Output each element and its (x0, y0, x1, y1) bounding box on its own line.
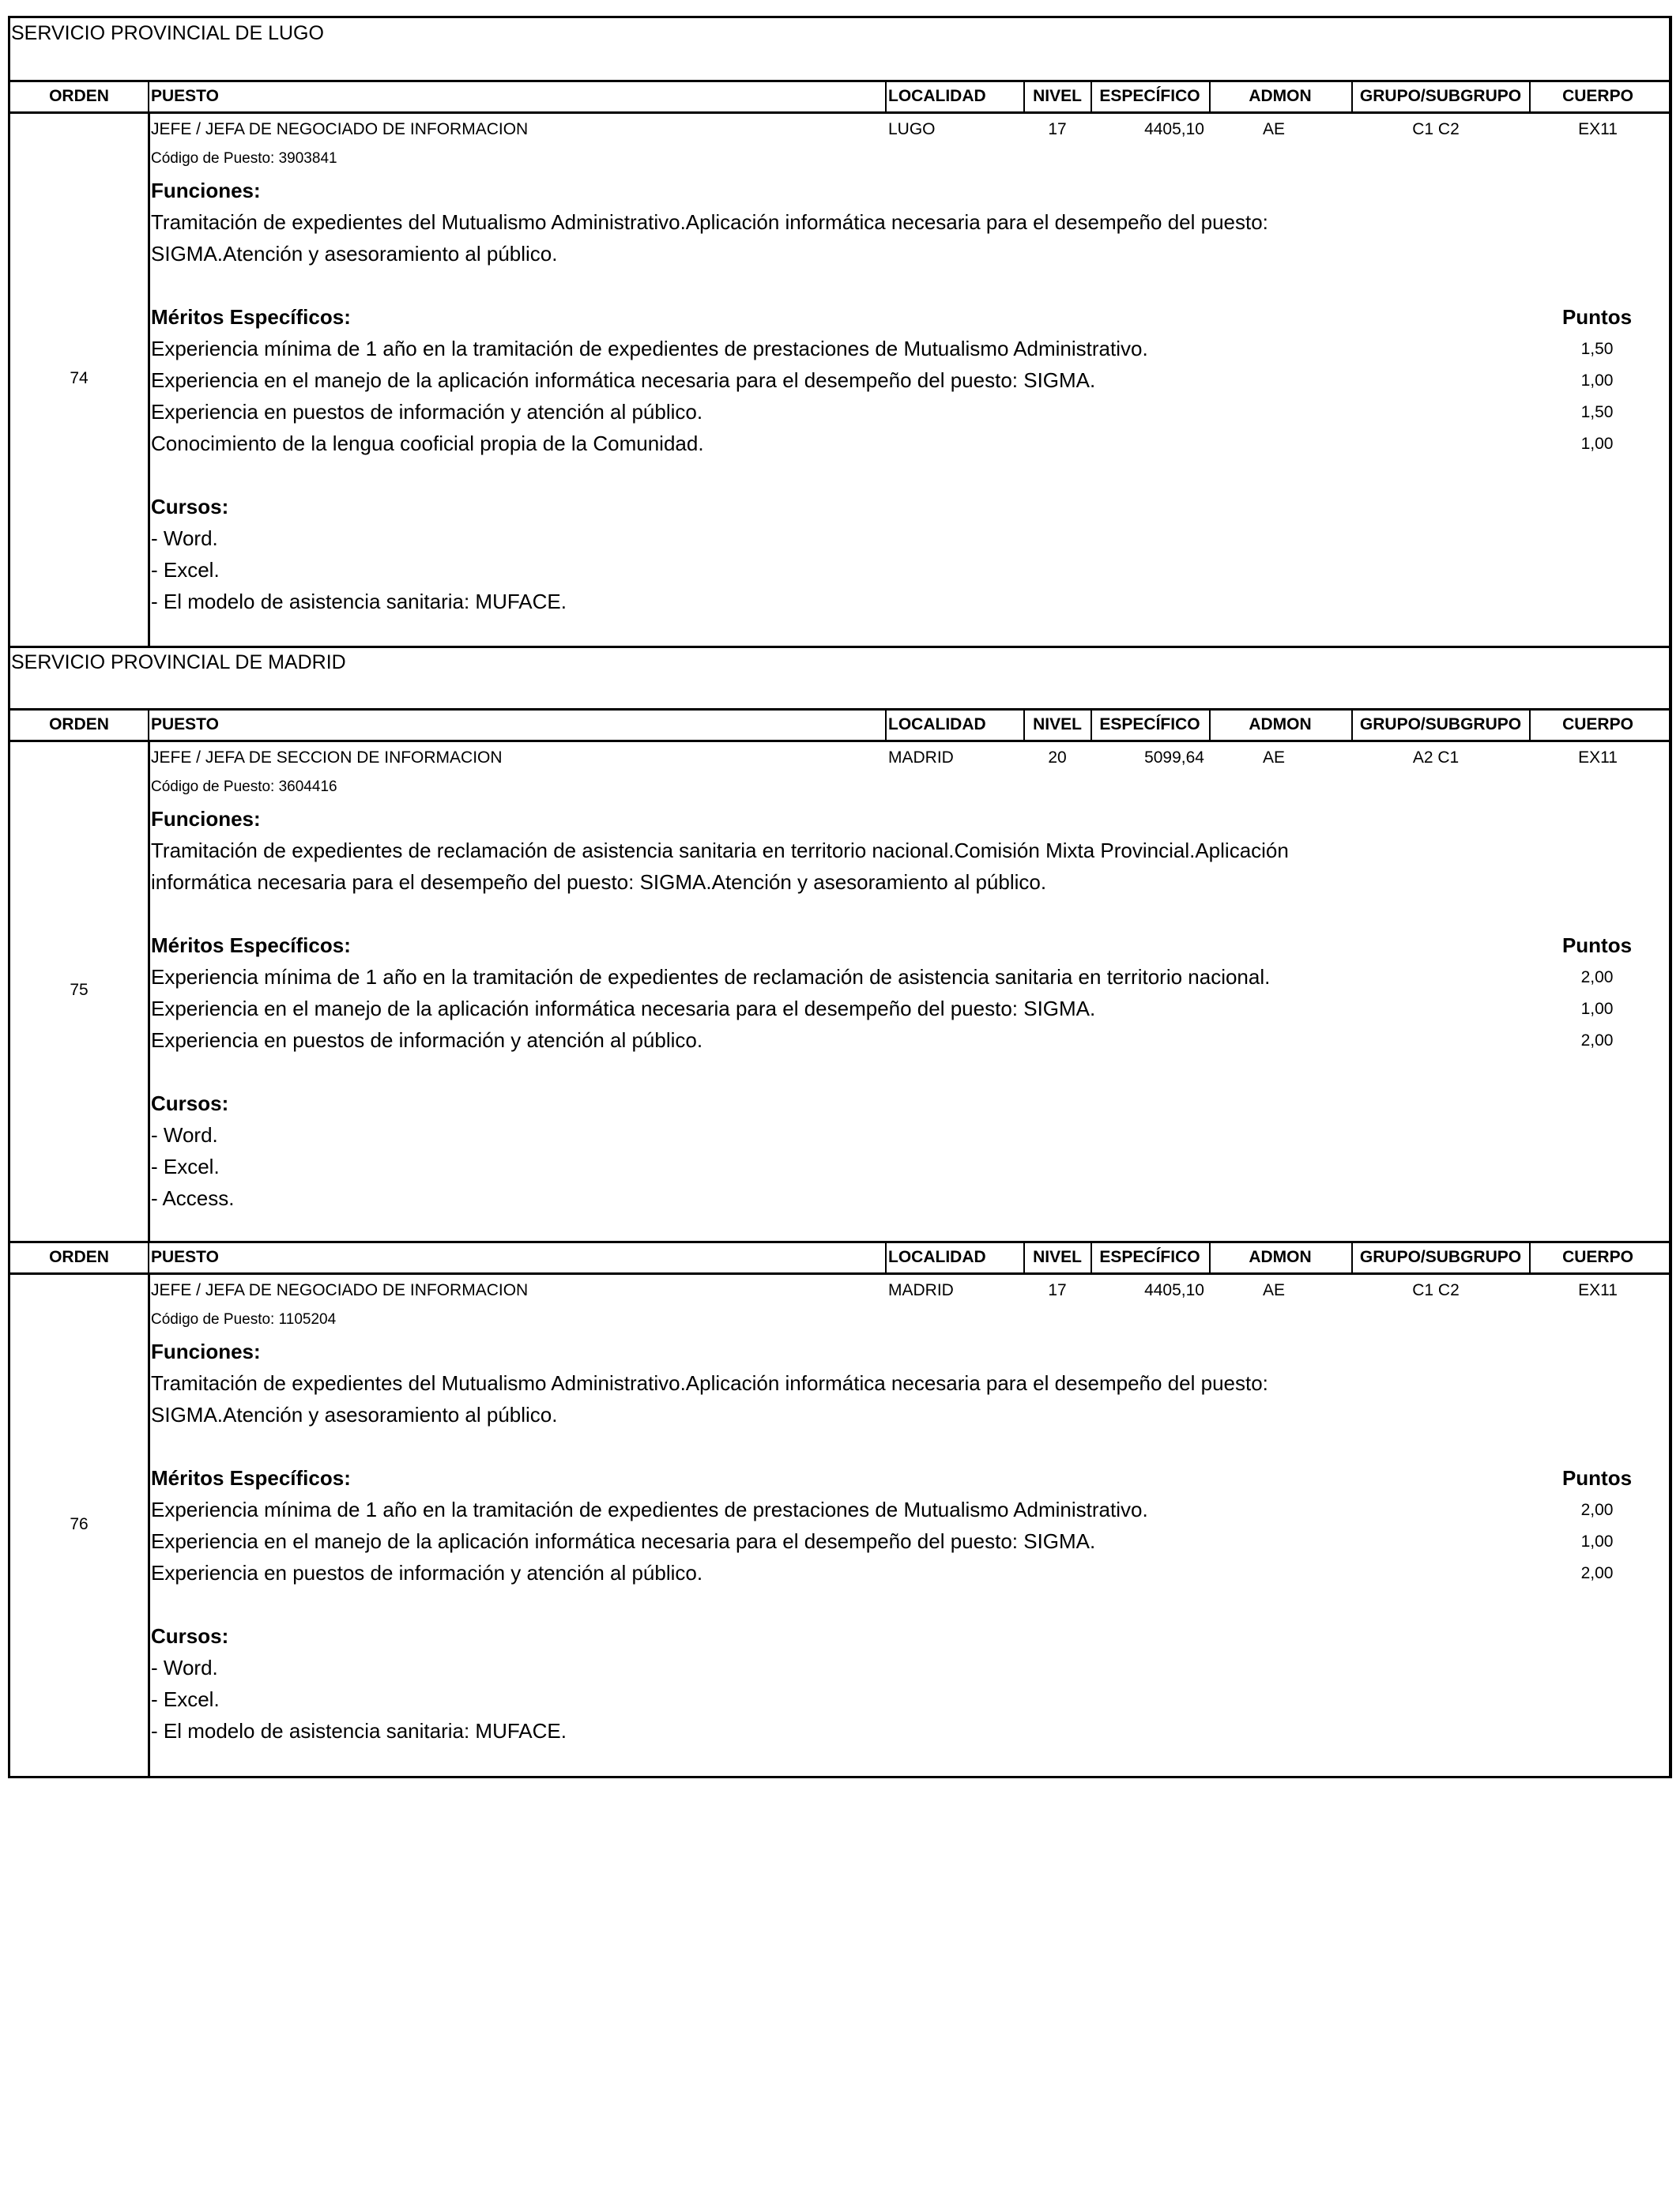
puesto-name: JEFE / JEFA DE NEGOCIADO DE INFORMACION (151, 120, 529, 138)
header-orden: ORDEN (49, 715, 109, 733)
funciones-line: informática necesaria para el desempeño del puesto: SIGMA.Atención y asesoramiento al público. (151, 870, 1047, 894)
especifico-value: 5099,64 (1144, 748, 1204, 767)
header-admon: ADMON (1249, 87, 1312, 105)
header-puesto: PUESTO (151, 715, 219, 733)
localidad-value: LUGO (888, 120, 936, 138)
funciones-line: SIGMA.Atención y asesoramiento al público. (151, 1403, 558, 1427)
especifico-value: 4405,10 (1144, 120, 1204, 138)
merito-text: Experiencia mínima de 1 año en la tramitación de expedientes de prestaciones de Mutualismo Administrativo. (151, 337, 1148, 360)
merito-puntos: 1,50 (1580, 403, 1614, 421)
section-title-madrid: SERVICIO PROVINCIAL DE MADRID (11, 651, 346, 673)
merito-text: Experiencia en el manejo de la aplicación informática necesaria para el desempeño del puesto: SIGMA. (151, 368, 1096, 392)
meritos-label: Méritos Específicos: (151, 1466, 351, 1490)
header-grupo: GRUPO/SUBGRUPO (1359, 87, 1522, 105)
funciones-line: SIGMA.Atención y asesoramiento al público. (151, 242, 558, 266)
curso-item: - Excel. (151, 558, 220, 582)
document-frame (8, 16, 1672, 1778)
especifico-value: 4405,10 (1144, 1281, 1204, 1299)
admon-value: AE (1262, 120, 1285, 138)
header-localidad: LOCALIDAD (888, 1248, 986, 1266)
merito-puntos: 1,00 (1580, 435, 1614, 453)
admon-value: AE (1262, 1281, 1285, 1299)
merito-puntos: 1,50 (1580, 340, 1614, 358)
curso-item: - Word. (151, 1656, 218, 1679)
codigo-puesto: Código de Puesto: 3903841 (151, 150, 337, 167)
header-grupo: GRUPO/SUBGRUPO (1359, 715, 1522, 733)
funciones-line: Tramitación de expedientes de reclamación de asistencia sanitaria en territorio nacional.Comisión Mixta Provincial.Aplicación (151, 839, 1289, 862)
localidad-value: MADRID (888, 1281, 954, 1299)
merito-text: Experiencia mínima de 1 año en la tramitación de expedientes de reclamación de asistencia sanitaria en territorio nacional. (151, 965, 1271, 989)
cuerpo-value: EX11 (1578, 748, 1618, 767)
merito-puntos: 1,00 (1580, 371, 1614, 390)
nivel-value: 17 (1048, 120, 1067, 138)
codigo-puesto: Código de Puesto: 1105204 (151, 1311, 337, 1328)
cursos-label: Cursos: (151, 1624, 229, 1648)
merito-puntos: 1,00 (1580, 1532, 1614, 1551)
header-localidad: LOCALIDAD (888, 715, 986, 733)
merito-text: Experiencia en el manejo de la aplicación informática necesaria para el desempeño del puesto: SIGMA. (151, 1529, 1096, 1553)
merito-text: Conocimiento de la lengua cooficial propia de la Comunidad. (151, 432, 704, 455)
funciones-label: Funciones: (151, 179, 261, 202)
cursos-label: Cursos: (151, 1091, 229, 1115)
merito-text: Experiencia en puestos de información y atención al público. (151, 400, 703, 424)
grupo-value: C1 C2 (1412, 120, 1460, 138)
header-cuerpo: CUERPO (1562, 87, 1633, 105)
funciones-line: Tramitación de expedientes del Mutualismo Administrativo.Aplicación informática necesaria para el desempeño del puesto: (151, 210, 1268, 234)
cuerpo-value: EX11 (1578, 120, 1618, 138)
merito-puntos: 2,00 (1580, 968, 1614, 986)
orden-number: 74 (70, 369, 89, 387)
header-bottom-border-2 (10, 1272, 1669, 1275)
puesto-name: JEFE / JEFA DE NEGOCIADO DE INFORMACION (151, 1281, 529, 1299)
section-divider-madrid (10, 646, 1669, 648)
header-nivel: NIVEL (1033, 715, 1082, 733)
header-col-divider-1-1 (885, 708, 887, 740)
header-admon: ADMON (1249, 715, 1312, 733)
header-especifico: ESPECÍFICO (1099, 87, 1200, 105)
funciones-line: Tramitación de expedientes del Mutualismo Administrativo.Aplicación informática necesaria para el desempeño del puesto: (151, 1371, 1268, 1395)
cuerpo-value: EX11 (1578, 1281, 1618, 1299)
merito-text: Experiencia en puestos de información y atención al público. (151, 1028, 703, 1052)
header-top-border-0 (10, 80, 1669, 82)
header-especifico: ESPECÍFICO (1099, 715, 1200, 733)
header-admon: ADMON (1249, 1248, 1312, 1266)
header-nivel: NIVEL (1033, 1248, 1082, 1266)
curso-item: - Word. (151, 526, 218, 550)
header-bottom-border-0 (10, 111, 1669, 114)
merito-puntos: 2,00 (1580, 1501, 1614, 1519)
curso-item: - Excel. (151, 1155, 220, 1178)
header-puesto: PUESTO (151, 87, 219, 105)
merito-puntos: 2,00 (1580, 1564, 1614, 1582)
grupo-value: C1 C2 (1412, 1281, 1460, 1299)
header-orden: ORDEN (49, 87, 109, 105)
grupo-value: A2 C1 (1412, 748, 1460, 767)
header-nivel: NIVEL (1033, 87, 1082, 105)
puntos-label: Puntos (1561, 1466, 1633, 1490)
nivel-value: 20 (1048, 748, 1067, 767)
header-cuerpo: CUERPO (1562, 1248, 1633, 1266)
header-bottom-border-1 (10, 740, 1669, 742)
funciones-label: Funciones: (151, 807, 261, 831)
curso-item: - El modelo de asistencia sanitaria: MUFACE. (151, 590, 567, 613)
curso-item: - Excel. (151, 1687, 220, 1711)
merito-text: Experiencia en el manejo de la aplicación informática necesaria para el desempeño del puesto: SIGMA. (151, 997, 1096, 1020)
curso-item: - Word. (151, 1123, 218, 1147)
orden-number: 75 (70, 981, 89, 999)
header-top-border-1 (10, 708, 1669, 711)
cursos-label: Cursos: (151, 495, 229, 518)
puntos-label: Puntos (1561, 305, 1633, 329)
merito-puntos: 1,00 (1580, 1000, 1614, 1018)
merito-puntos: 2,00 (1580, 1031, 1614, 1050)
merito-text: Experiencia mínima de 1 año en la tramitación de expedientes de prestaciones de Mutualismo Administrativo. (151, 1498, 1148, 1521)
funciones-label: Funciones: (151, 1340, 261, 1363)
header-grupo: GRUPO/SUBGRUPO (1359, 1248, 1522, 1266)
puntos-label: Puntos (1561, 933, 1633, 957)
header-orden: ORDEN (49, 1248, 109, 1266)
curso-item: - El modelo de asistencia sanitaria: MUFACE. (151, 1719, 567, 1743)
meritos-label: Méritos Específicos: (151, 305, 351, 329)
nivel-value: 17 (1048, 1281, 1067, 1299)
header-top-border-2 (10, 1241, 1669, 1243)
merito-text: Experiencia en puestos de información y atención al público. (151, 1561, 703, 1585)
header-col-divider-2-1 (885, 1241, 887, 1272)
header-puesto: PUESTO (151, 1248, 219, 1266)
header-especifico: ESPECÍFICO (1099, 1248, 1200, 1266)
orden-number: 76 (70, 1514, 89, 1533)
meritos-label: Méritos Específicos: (151, 933, 351, 957)
localidad-value: MADRID (888, 748, 954, 767)
header-localidad: LOCALIDAD (888, 87, 986, 105)
puesto-name: JEFE / JEFA DE SECCION DE INFORMACION (151, 748, 503, 767)
header-cuerpo: CUERPO (1562, 715, 1633, 733)
section-title-lugo: SERVICIO PROVINCIAL DE LUGO (11, 22, 324, 44)
admon-value: AE (1262, 748, 1285, 767)
codigo-puesto: Código de Puesto: 3604416 (151, 778, 337, 795)
curso-item: - Access. (151, 1186, 235, 1210)
header-col-divider-0-1 (885, 80, 887, 111)
